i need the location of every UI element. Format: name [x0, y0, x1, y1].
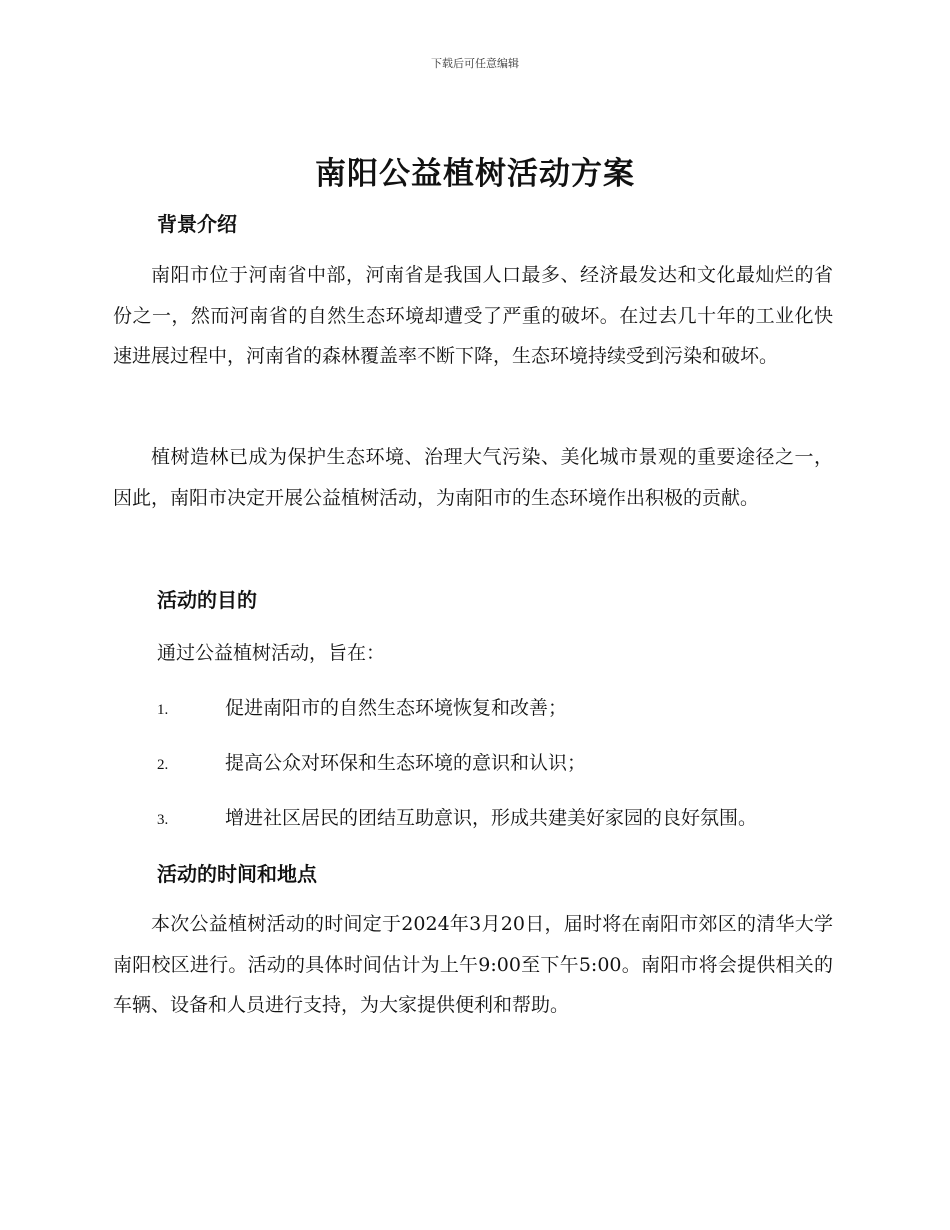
purpose-intro: 通过公益植树活动，旨在：: [157, 642, 386, 664]
section-heading-background: 背景介绍: [157, 212, 237, 236]
section-heading-time-place: 活动的时间和地点: [157, 862, 317, 886]
purpose-list-item: [157, 803, 847, 830]
list-text: 促进南阳市的自然生态环境恢复和改善；: [225, 697, 568, 719]
time-place-paragraph: 本次公益植树活动的时间定于2024年3月20日，届时将在南阳市郊区的清华大学南阳校区进行。活动的具体时间估计为上午9:00至下午5:00。南阳市将会提供相关的车辆、设备和人员进行支持，为大家提供便利和帮助。: [113, 913, 833, 1016]
background-paragraph-1: 南阳市位于河南省中部，河南省是我国人口最多、经济最发达和文化最灿烂的省份之一，然而河南省的自然生态环境却遭受了严重的破坏。在过去几十年的工业化快速进展过程中，河南省的森林覆盖率不断下降，生态环境持续受到污染和破坏。: [113, 264, 833, 367]
list-text: 提高公众对环保和生态环境的意识和认识；: [225, 752, 587, 774]
list-number: 3.: [157, 812, 169, 828]
section-heading-purpose: 活动的目的: [157, 588, 257, 612]
list-number: 2.: [157, 757, 169, 773]
purpose-list-item: [157, 748, 847, 775]
header-note: 下载后可任意编辑: [431, 57, 519, 70]
background-paragraph-2: 植树造林已成为保护生态环境、治理大气污染、美化城市景观的重要途径之一，因此，南阳市决定开展公益植树活动，为南阳市的生态环境作出积极的贡献。: [113, 446, 833, 509]
list-number: 1.: [157, 702, 169, 718]
list-text: 增进社区居民的团结互助意识，形成共建美好家园的良好氛围。: [225, 807, 758, 829]
purpose-list-item: [157, 693, 847, 720]
document-title: 南阳公益植树活动方案: [315, 156, 635, 192]
